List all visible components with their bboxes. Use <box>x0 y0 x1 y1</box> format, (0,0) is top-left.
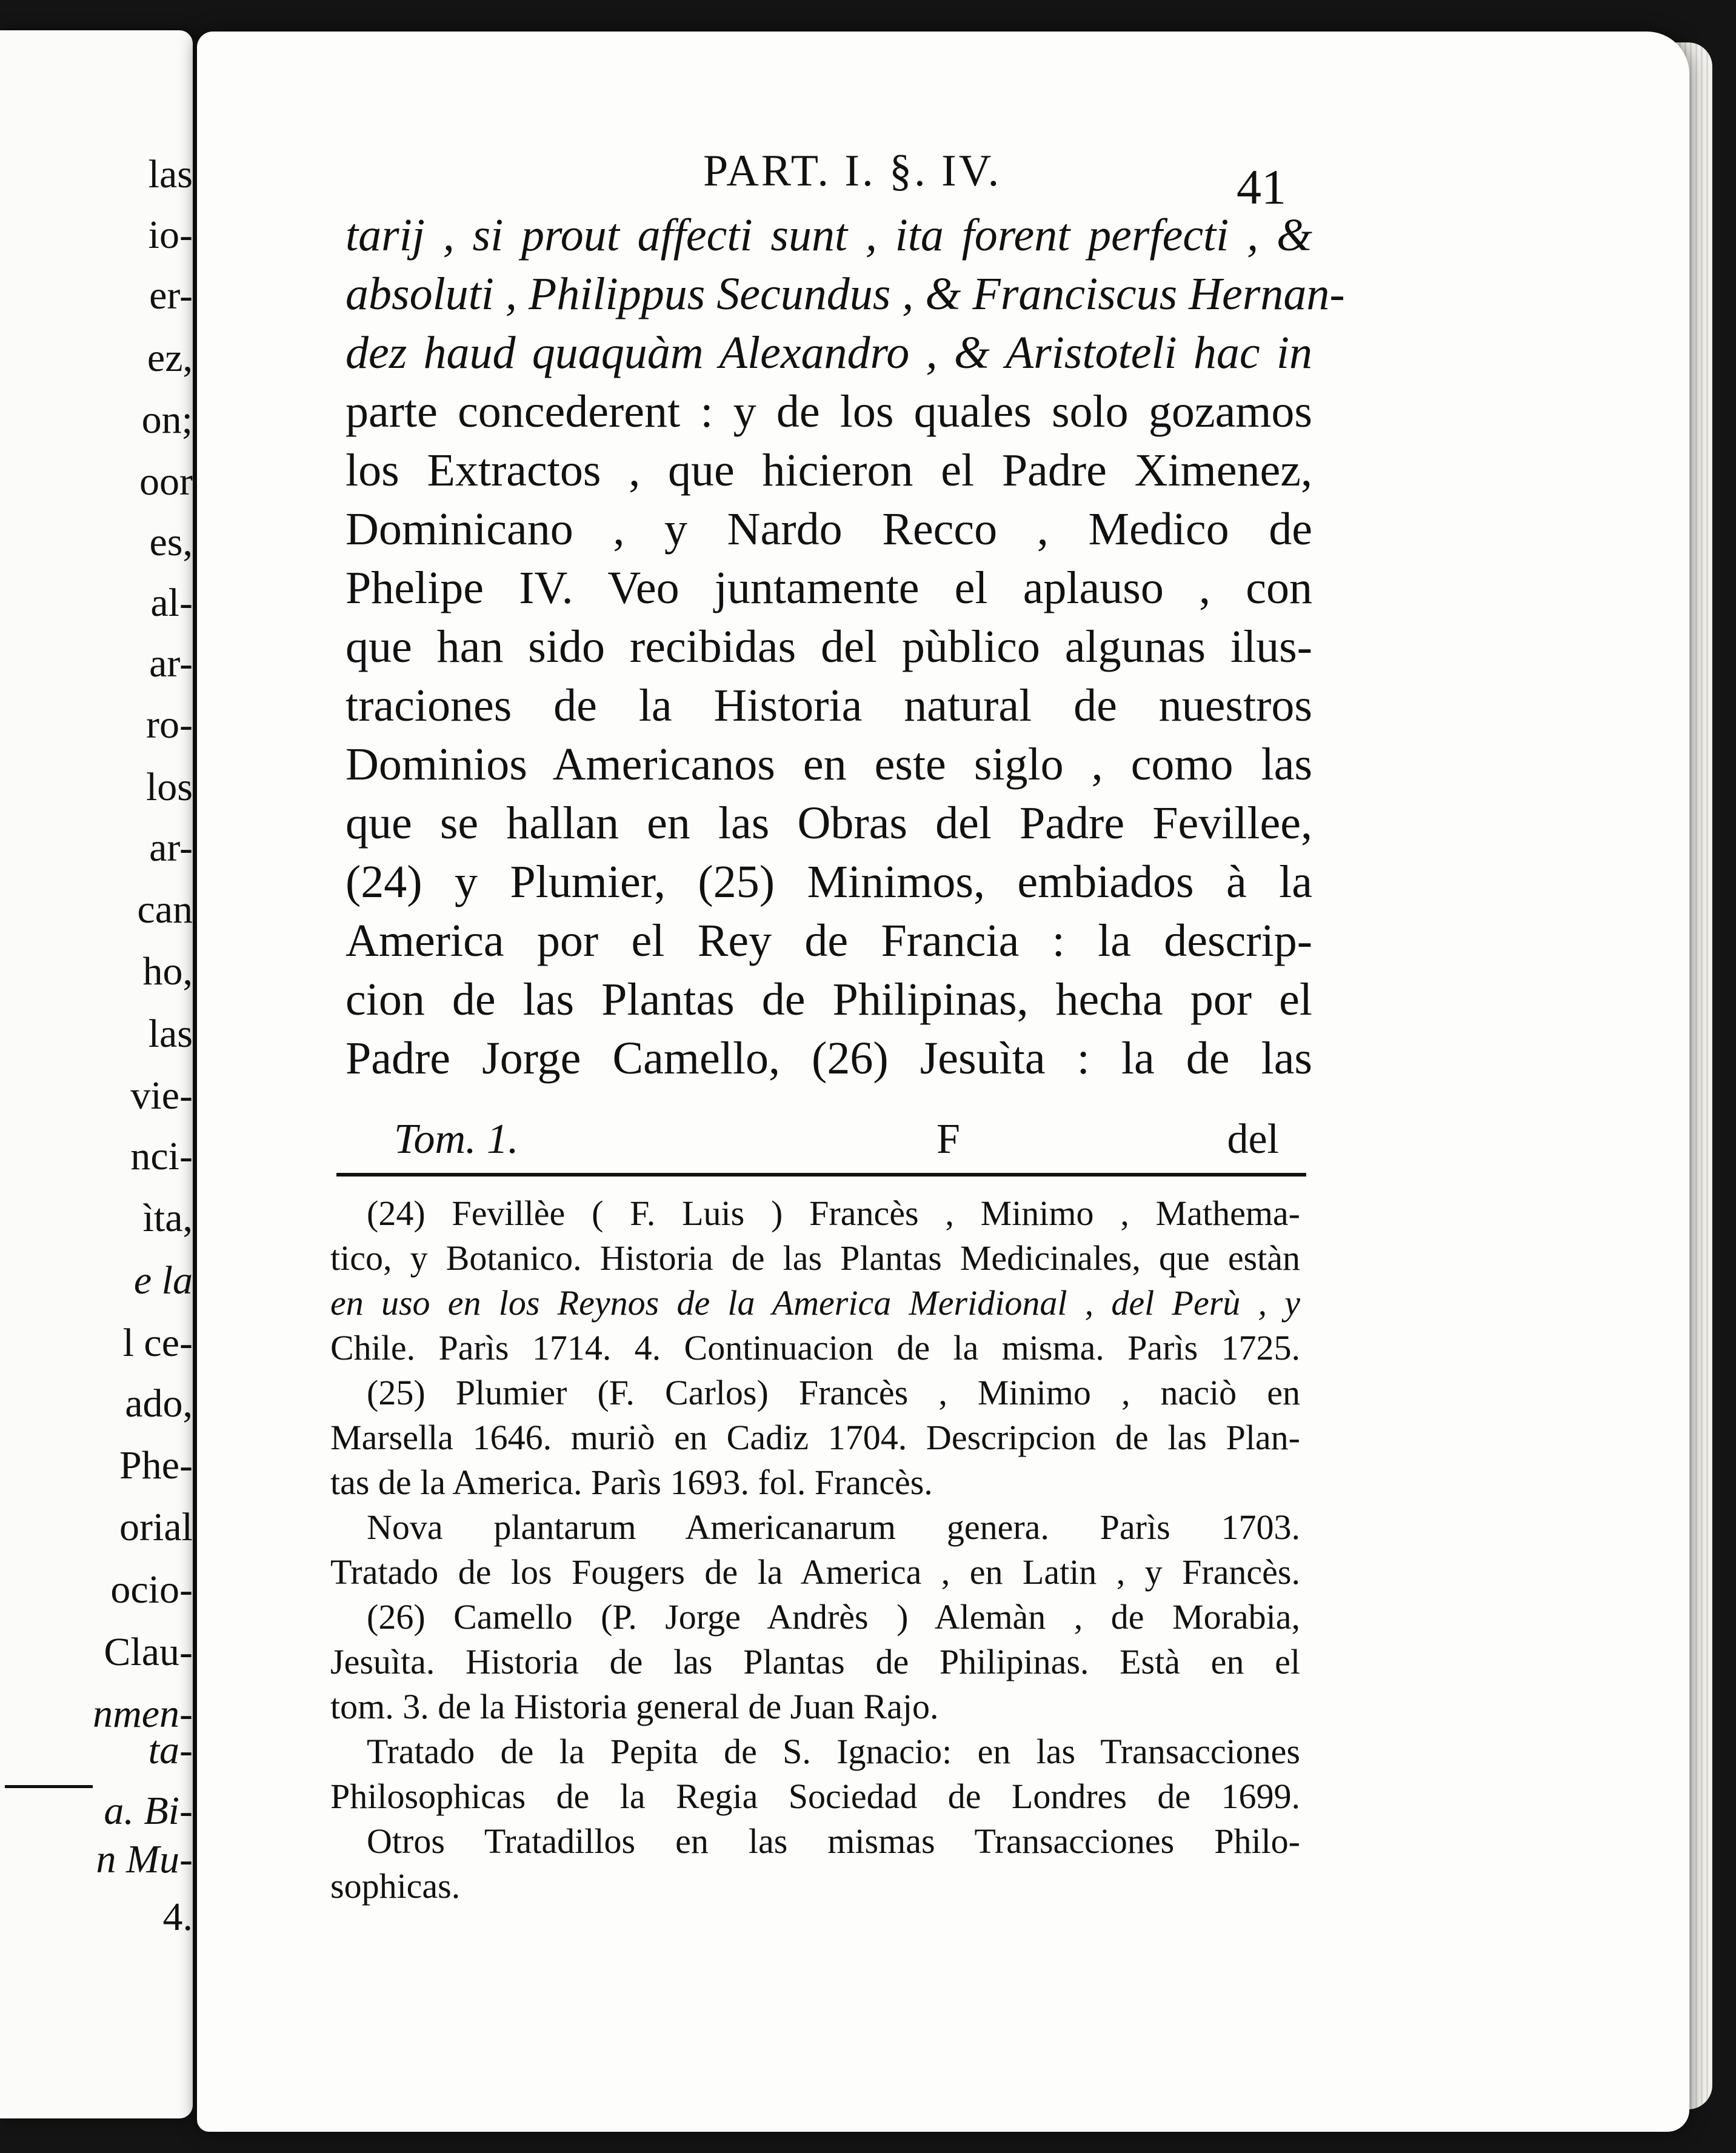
page-number: 41 <box>1237 159 1286 215</box>
body-line: cion de las Plantas de Philipinas, hecha por el <box>346 974 1312 1025</box>
footnote-line: Philosophicas de la Regia Sociedad de Londres de 1699. <box>330 1777 1300 1816</box>
left-page-line: ado, <box>125 1381 193 1426</box>
left-page-line: ta- <box>148 1728 193 1772</box>
running-title: PART. I. §. IV. <box>703 146 1002 196</box>
footnote-line: (26) Camello (P. Jorge Andrès ) Alemàn , de Morabia, <box>367 1597 1300 1637</box>
footnote-line: Tratado de los Fougers de la America , en Latin , y Francès. <box>330 1552 1300 1592</box>
left-page-line: ar- <box>149 641 193 686</box>
footnote-line: Chile. Parìs 1714. 4. Continuacion de la misma. Parìs 1725. <box>330 1328 1300 1367</box>
footnote-line: Jesuìta. Historia de las Plantas de Philipinas. Està en el <box>330 1642 1300 1681</box>
footnote-line: (25) Plumier (F. Carlos) Francès , Minimo , naciò en <box>367 1373 1300 1412</box>
left-page-line: orial <box>119 1505 193 1549</box>
left-page-line: al- <box>150 581 193 625</box>
body-line: (24) y Plumier, (25) Minimos, embiados à la <box>346 856 1312 907</box>
left-page-line: n Mu- <box>96 1837 193 1881</box>
footnote-rule <box>336 1173 1306 1177</box>
footnote-line: tom. 3. de la Historia general de Juan Rajo. <box>330 1687 939 1726</box>
body-line: tarij , si prout affecti sunt , ita forent perfecti , & <box>346 210 1312 261</box>
body-line: parte concederent : y de los quales solo gozamos <box>346 386 1312 437</box>
footnote-line: Tratado de la Pepita de S. Ignacio: en las Transacciones <box>367 1732 1300 1771</box>
left-page-line: oor <box>139 459 193 504</box>
left-page-line: ìta, <box>142 1196 193 1240</box>
left-page-line: l ce- <box>122 1321 193 1365</box>
left-page-line: ocio- <box>110 1567 193 1612</box>
catch-line <box>346 1115 1279 1170</box>
footnotes <box>330 1191 1300 1909</box>
left-page-line: Phe- <box>119 1443 193 1487</box>
body-line: Dominicano , y Nardo Recco , Medico de <box>346 504 1312 555</box>
signature-mark: F <box>936 1116 960 1163</box>
body-line: absoluti , Philippus Secundus , & Franciscus Hernan- <box>346 269 1345 319</box>
left-page-line: ro- <box>146 703 193 747</box>
left-page-line: on; <box>141 398 193 442</box>
body-line: dez haud quaquàm Alexandro , & Aristoteli hac in <box>346 327 1312 378</box>
body-text <box>346 206 1345 1088</box>
footnote-line: Marsella 1646. muriò en Cadiz 1704. Descripcion de las Plan- <box>330 1418 1300 1457</box>
left-page-line: ar- <box>149 826 193 870</box>
footnote-line: sophicas. <box>330 1866 461 1906</box>
left-page-line: Clau- <box>104 1630 193 1674</box>
body-line: que se hallan en las Obras del Padre Fevillee, <box>346 798 1312 849</box>
left-page-line: e la <box>133 1258 193 1303</box>
footnote-line: Otros Tratadillos en las mismas Transacciones Philo- <box>367 1821 1300 1861</box>
left-page-line: las <box>148 152 193 196</box>
left-page-line: nci- <box>130 1134 193 1178</box>
left-page-line: io- <box>148 213 193 257</box>
body-line: los Extractos , que hicieron el Padre Ximenez, <box>346 445 1312 496</box>
left-page-line: ho, <box>142 949 193 993</box>
left-page-line: a. Bi- <box>104 1789 193 1833</box>
left-page <box>0 30 193 2118</box>
footnote-line: en uso en los Reynos de la America Meridional , del Perù , y <box>330 1283 1300 1323</box>
footnote-line: (24) Fevillèe ( F. Luis ) Francès , Minimo , Mathema- <box>367 1193 1300 1233</box>
footnote-line: tas de la America. Parìs 1693. fol. Francès. <box>330 1463 933 1502</box>
footnote-line: Nova plantarum Americanarum genera. Parìs 1703. <box>367 1507 1300 1547</box>
footnote-line: tico, y Botanico. Historia de las Plantas Medicinales, que estàn <box>330 1238 1300 1278</box>
body-line: traciones de la Historia natural de nuestros <box>346 680 1312 731</box>
left-page-line: vie- <box>130 1073 193 1118</box>
body-line: America por el Rey de Francia : la descrip- <box>346 915 1312 966</box>
body-line: Dominios Americanos en este siglo , como las <box>346 739 1312 790</box>
left-page-line: nmen- <box>93 1692 193 1736</box>
catchword: del <box>1227 1116 1279 1163</box>
left-footnote-rule <box>5 1785 93 1788</box>
left-page-line: las <box>148 1012 193 1056</box>
left-page-line: 4. <box>162 1895 193 1939</box>
left-page-line: es, <box>149 520 193 564</box>
body-line: Phelipe IV. Veo juntamente el aplauso , con <box>346 562 1312 613</box>
tome-mark: Tom. 1. <box>394 1116 519 1163</box>
body-line: Padre Jorge Camello, (26) Jesuìta : la de las <box>346 1033 1312 1084</box>
left-page-line: ez, <box>147 336 193 380</box>
left-page-line: er- <box>149 273 193 318</box>
left-page-line: can <box>137 887 193 932</box>
body-line: que han sido recibidas del pùblico algunas ilus- <box>346 621 1312 672</box>
left-page-line: los <box>145 765 193 809</box>
